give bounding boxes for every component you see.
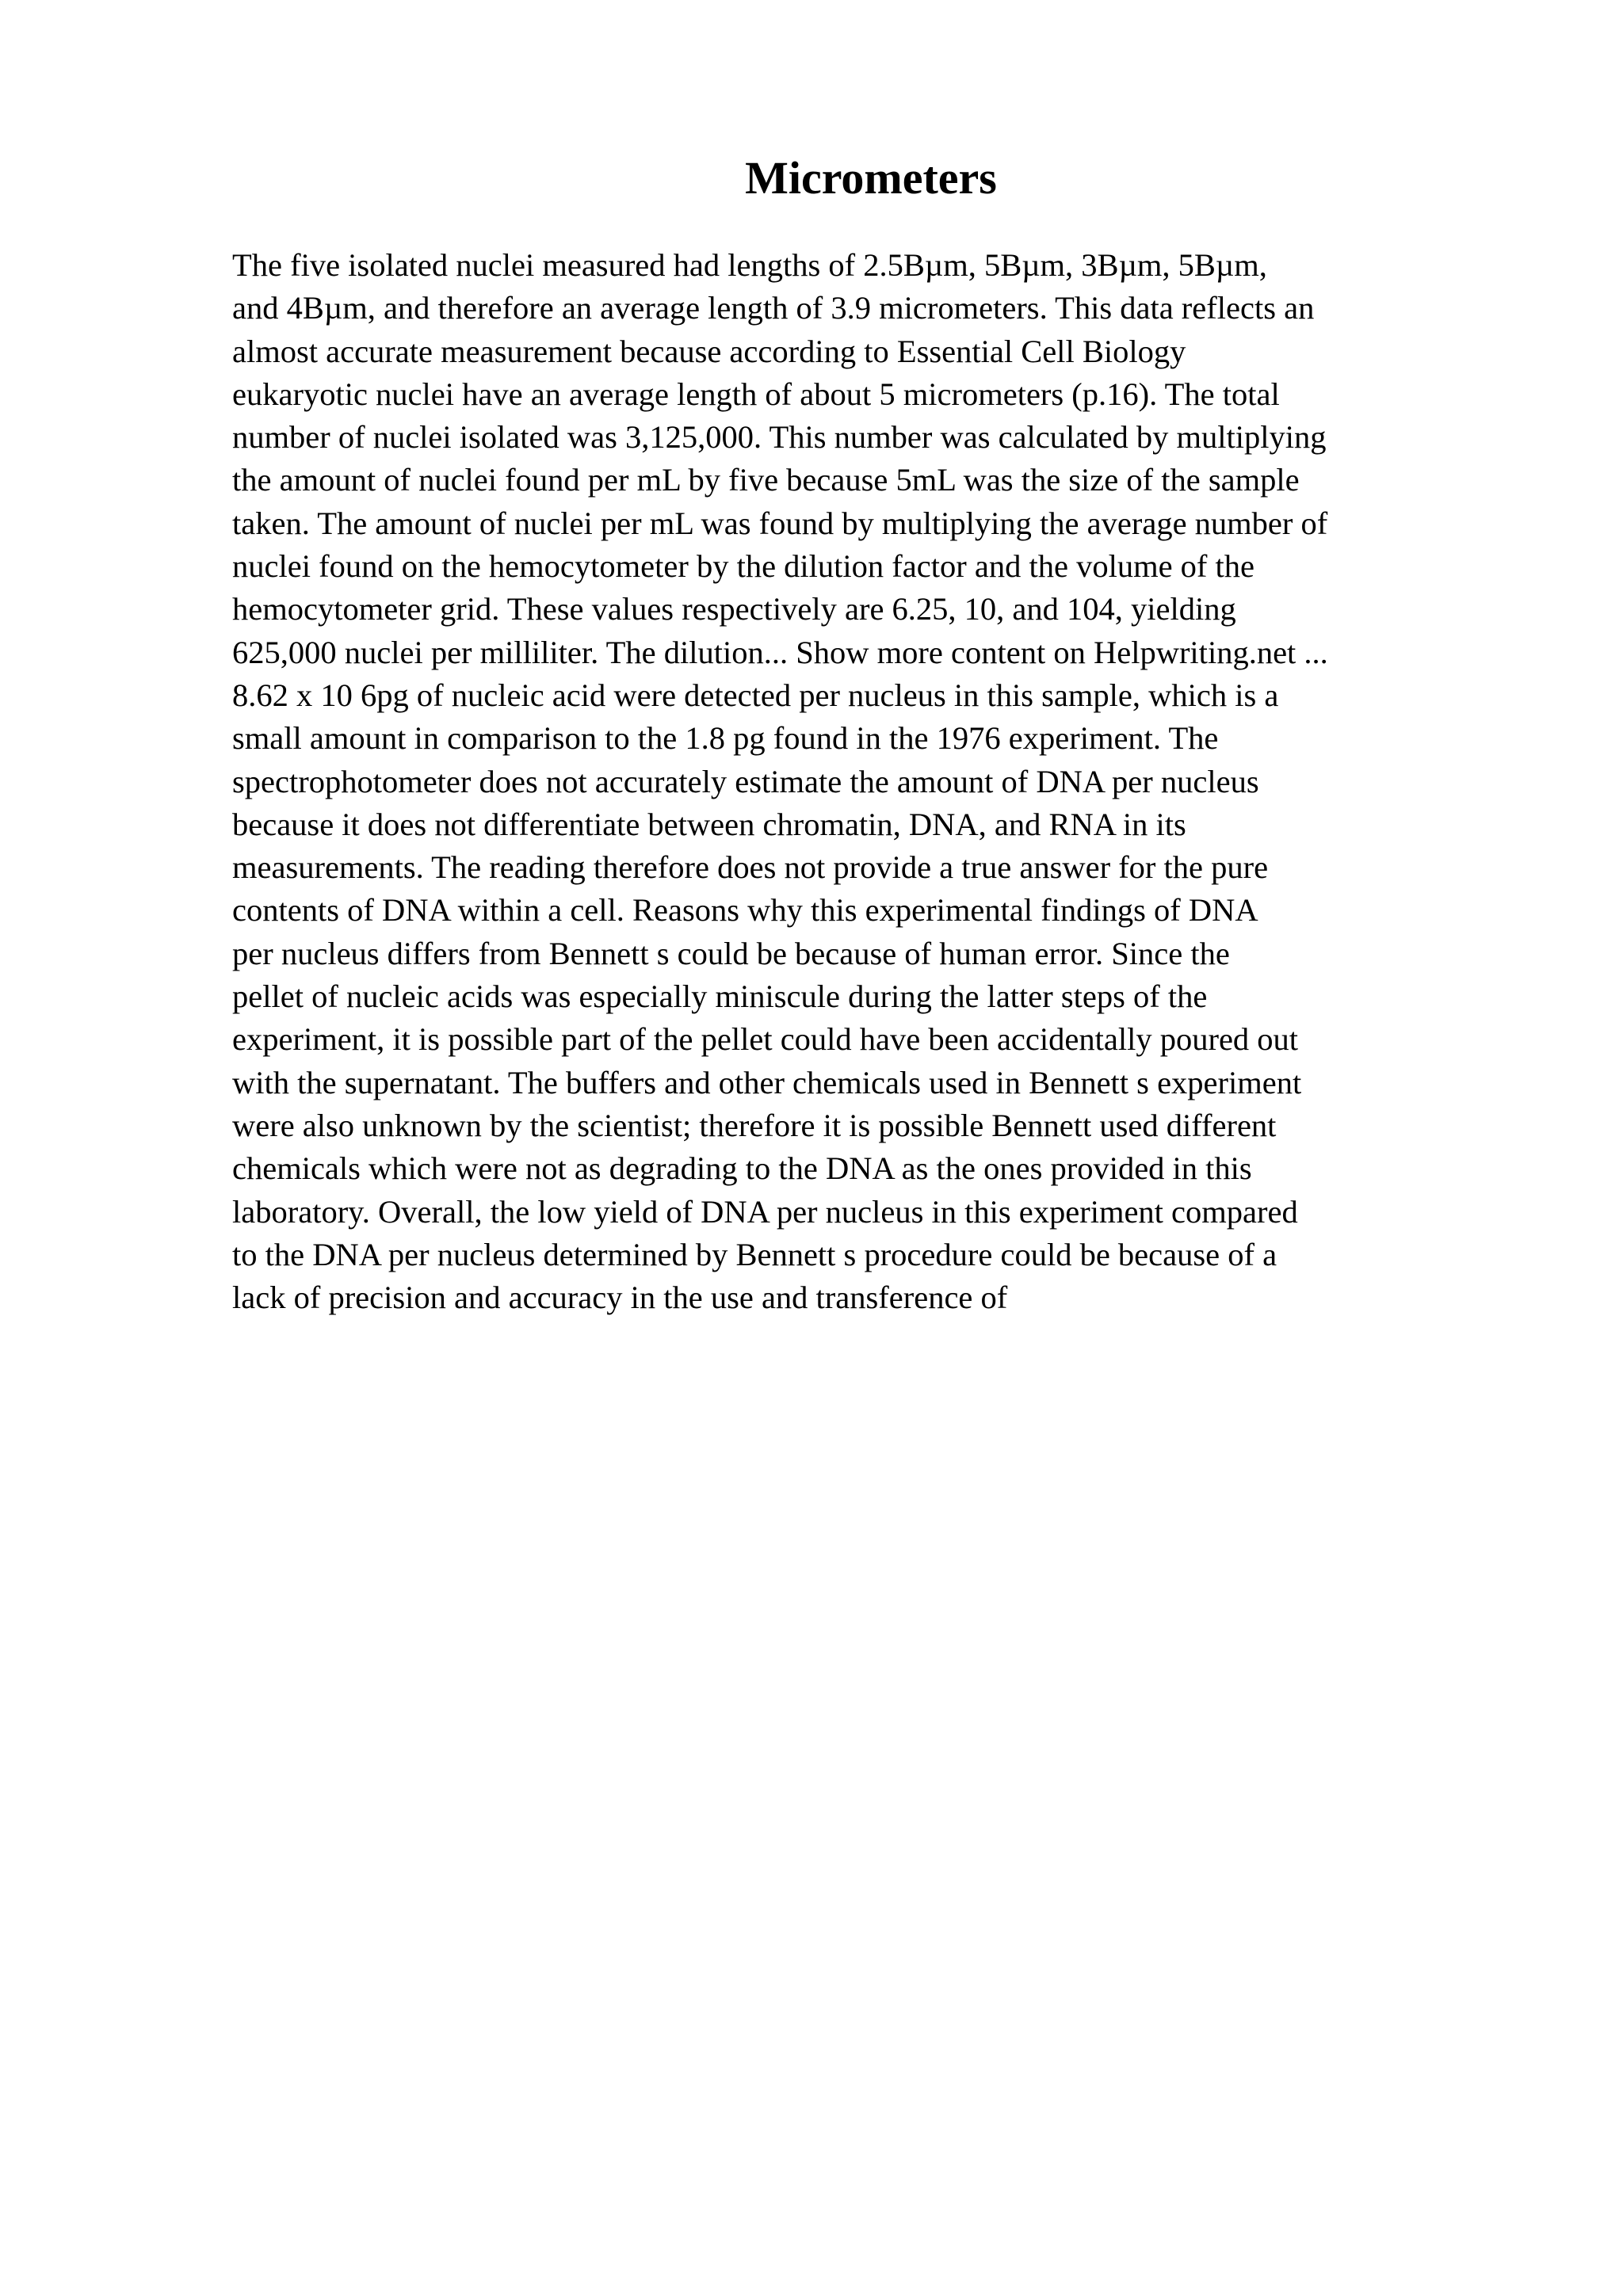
body-line: eukaryotic nuclei have an average length of about 5 micrometers (p.16). The total [232, 376, 1280, 412]
body-line: because it does not differentiate between chromatin, DNA, and RNA in its [232, 806, 1186, 842]
body-line: and 4Bµm, and therefore an average length of 3.9 micrometers. This data reflects an [232, 290, 1315, 326]
body-line: chemicals which were not as degrading to the DNA as the ones provided in this [232, 1150, 1252, 1187]
body-line: the amount of nuclei found per mL by five because 5mL was the size of the sample [232, 462, 1300, 498]
body-line: pellet of nucleic acids was especially miniscule during the latter steps of the [232, 978, 1208, 1015]
body-line: nuclei found on the hemocytometer by the dilution factor and the volume of the [232, 548, 1255, 585]
body-line: to the DNA per nucleus determined by Bennett s procedure could be because of a [232, 1236, 1277, 1272]
document-title: Micrometers [745, 152, 997, 204]
body-line: lack of precision and accuracy in the use and transference of [232, 1280, 1008, 1316]
body-line: small amount in comparison to the 1.8 pg found in the 1976 experiment. The [232, 720, 1219, 757]
body-line: laboratory. Overall, the low yield of DNA per nucleus in this experiment compared [232, 1193, 1298, 1230]
body-line: 8.62 x 10 6pg of nucleic acid were detected per nucleus in this sample, which is a [232, 677, 1279, 713]
body-line: 625,000 nuclei per milliliter. The dilution... Show more content on Helpwriting.net ... [232, 634, 1328, 670]
body-line: spectrophotometer does not accurately estimate the amount of DNA per nucleus [232, 763, 1259, 799]
body-line: with the supernatant. The buffers and other chemicals used in Bennett s experiment [232, 1064, 1302, 1100]
body-line: measurements. The reading therefore does not provide a true answer for the pure [232, 849, 1269, 886]
body-line: contents of DNA within a cell. Reasons why this experimental findings of DNA [232, 892, 1258, 929]
body-line: The five isolated nuclei measured had lengths of 2.5Bµm, 5Bµm, 3Bµm, 5Bµm, [232, 247, 1267, 283]
body-line: experiment, it is possible part of the pellet could have been accidentally poured out [232, 1021, 1299, 1058]
body-line: taken. The amount of nuclei per mL was found by multiplying the average number of [232, 505, 1328, 541]
document-body [232, 244, 1595, 1319]
body-line: per nucleus differs from Bennett s could be because of human error. Since the [232, 935, 1230, 971]
body-line: almost accurate measurement because according to Essential Cell Biology [232, 333, 1186, 369]
body-line: number of nuclei isolated was 3,125,000. This number was calculated by multiplying [232, 419, 1327, 456]
body-line: hemocytometer grid. These values respectively are 6.25, 10, and 104, yielding [232, 591, 1236, 627]
body-line: were also unknown by the scientist; therefore it is possible Bennett used different [232, 1107, 1277, 1143]
